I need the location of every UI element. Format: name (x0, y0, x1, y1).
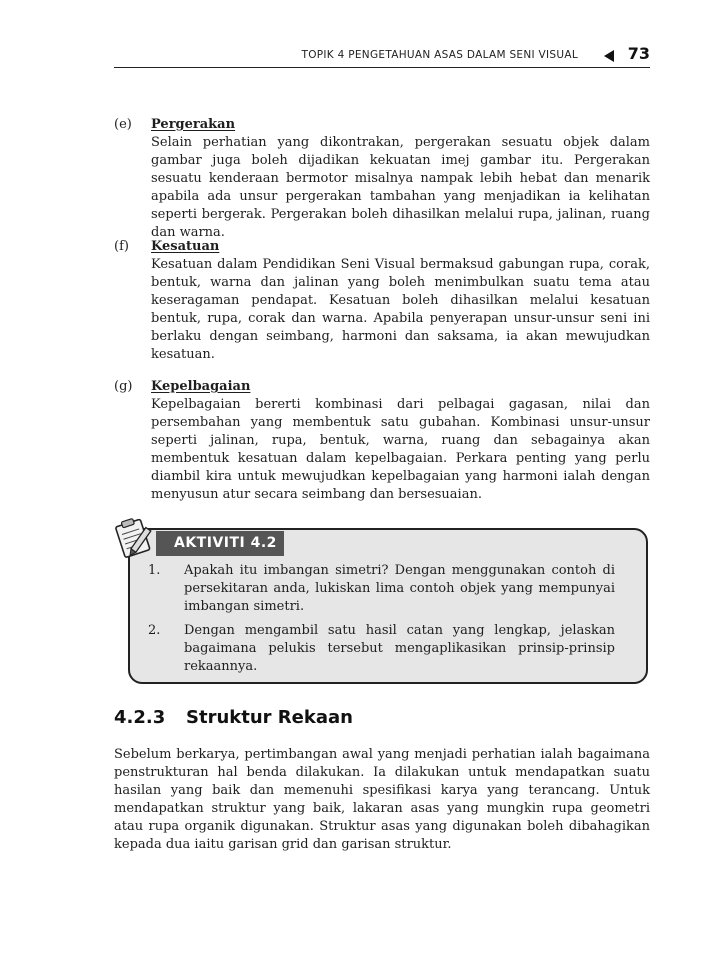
section-title: Struktur Rekaan (186, 707, 353, 728)
item-title: Kesatuan (151, 239, 220, 254)
section-number: 4.2.3 (114, 707, 166, 728)
question-text: Dengan mengambil satu hasil catan yang lengkap, jelaskan bagaimana pelukis tersebut mengaplikasikan prinsip-prinsip rekaannya. (184, 623, 615, 674)
left-triangle-icon (604, 50, 614, 62)
page-number: 73 (627, 44, 650, 63)
question-number: 1. (148, 563, 161, 578)
item-body: Selain perhatian yang dikontrakan, pergerakan sesuatu objek dalam gambar juga boleh dijadikan kekuatan imej gambar itu. Pergerakan sesuatu kenderaan bermotor misalnya nampak lebih hebat dan menarik apabila ada unsur pergerakan tambahan yang menjadikan ia kelihatan seperti bergerak. Pergerakan boleh dihasilkan melalui rupa, jalinan, ruang dan warna. (151, 135, 650, 240)
notepad-pencil-icon (108, 516, 160, 562)
activity-label: AKTIVITI 4.2 (156, 531, 284, 556)
question-text: Apakah itu imbangan simetri? Dengan menggunakan contoh di persekitaran anda, lukiskan lima contoh objek yang mempunyai imbangan simetri. (184, 563, 615, 614)
item-marker: (f) (114, 239, 129, 254)
page-header (114, 44, 650, 66)
question-number: 2. (148, 623, 161, 638)
item-marker: (g) (114, 379, 133, 394)
header-title: TOPIK 4 PENGETAHUAN ASAS DALAM SENI VISUAL (301, 49, 578, 61)
item-marker: (e) (114, 117, 132, 132)
item-body: Kesatuan dalam Pendidikan Seni Visual bermaksud gabungan rupa, corak, bentuk, warna dan jalinan yang boleh menimbulkan suatu tema atau keseragaman pendapat. Kesatuan boleh dihasilkan melalui kesatuan bentuk, rupa, corak dan warna. Apabila penyerapan unsur-unsur seni ini berlaku dengan seimbang, harmoni dan saksama, ia akan mewujudkan kesatuan. (151, 257, 650, 362)
item-title: Pergerakan (151, 117, 236, 132)
header-rule (114, 67, 650, 68)
item-title: Kepelbagaian (151, 379, 251, 394)
item-body: Kepelbagaian bererti kombinasi dari pelbagai gagasan, nilai dan persembahan yang membentuk satu gubahan. Kombinasi unsur-unsur seperti jalinan, rupa, bentuk, warna, ruang dan sebagainya akan membentuk kesatuan dalam kepelbagaian. Perkara penting yang perlu diambil kira untuk mewujudkan kepelbagaian yang harmoni ialah dengan menyusun atur secara seimbang dan bersesuaian. (151, 397, 650, 502)
section-body: Sebelum berkarya, pertimbangan awal yang menjadi perhatian ialah bagaimana penstrukturan hal benda dilakukan. Ia dilakukan untuk mendapatkan suatu hasilan yang baik dan memenuhi spesifikasi karya yang terancang. Untuk mendapatkan struktur yang baik, lakaran asas yang mungkin rupa geometri atau rupa organik digunakan. Struktur asas yang digunakan boleh dibahagikan kepada dua iaitu garisan grid dan garisan struktur. (114, 747, 650, 852)
